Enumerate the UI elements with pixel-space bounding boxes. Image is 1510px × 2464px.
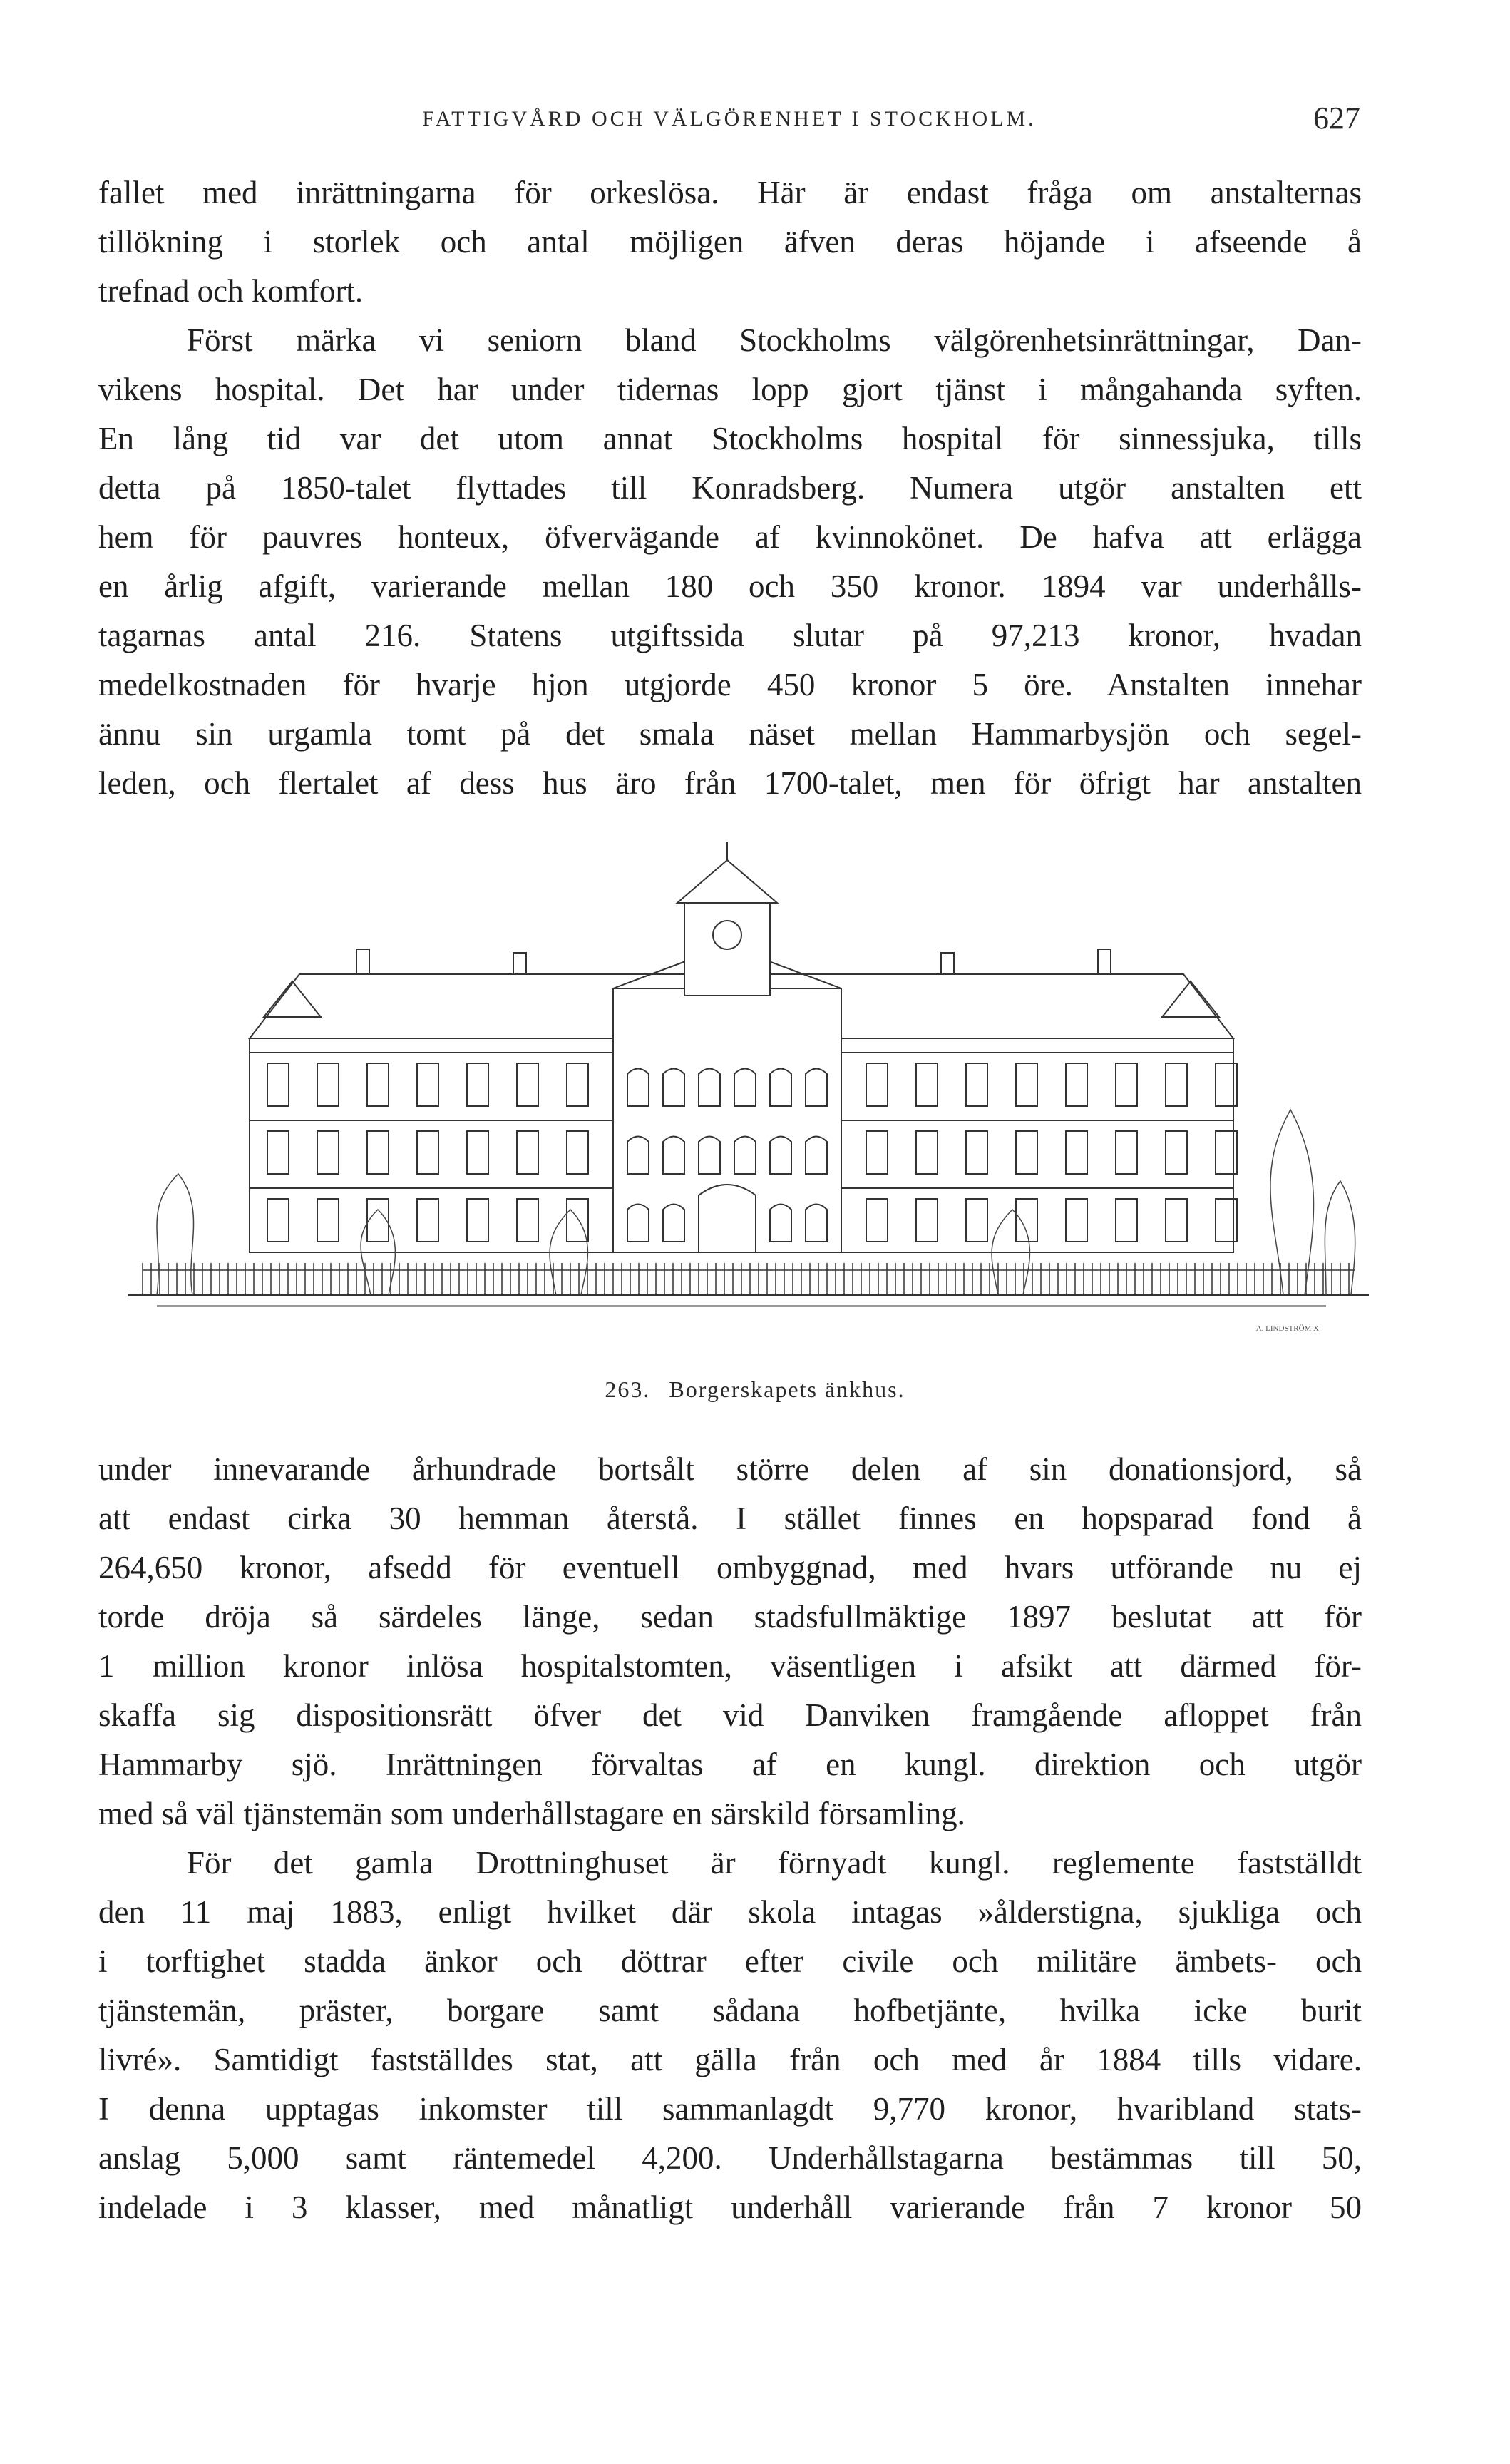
text-line: detta på 1850-talet flyttades till Konradsberg. Numera utgör anstalten ett bbox=[98, 470, 1362, 506]
text-line: Hammarby sjö. Inrättningen förvaltas af en kungl. direktion och utgör bbox=[98, 1747, 1362, 1782]
building-window bbox=[567, 1131, 588, 1174]
building-window bbox=[367, 1199, 389, 1242]
text-line: torde dröja så särdeles länge, sedan stadsfullmäktige 1897 beslutat att för bbox=[98, 1599, 1362, 1635]
building-window bbox=[517, 1131, 538, 1174]
building-window bbox=[467, 1131, 488, 1174]
building-illustration bbox=[114, 839, 1390, 1338]
building-window bbox=[317, 1131, 339, 1174]
text-line: med så väl tjänstemän som underhållstagare en särskild församling. bbox=[98, 1796, 965, 1831]
building-window bbox=[1016, 1131, 1037, 1174]
building-window bbox=[417, 1063, 438, 1106]
building-window bbox=[1066, 1131, 1087, 1174]
building-window bbox=[417, 1131, 438, 1174]
building-window bbox=[317, 1199, 339, 1242]
text-line: tillökning i storlek och antal möjligen äfven deras höjande i afseende å bbox=[98, 224, 1362, 260]
building-window bbox=[1116, 1063, 1137, 1106]
text-line: vikens hospital. Det har under tidernas lopp gjort tjänst i mångahanda syften. bbox=[98, 372, 1362, 407]
engraver-signature: A. LINDSTRÖM X bbox=[1255, 1324, 1319, 1333]
text-line: trefnad och komfort. bbox=[98, 273, 364, 309]
building-window bbox=[467, 1199, 488, 1242]
text-line: en årlig afgift, varierande mellan 180 och 350 kronor. 1894 var underhålls- bbox=[98, 568, 1362, 604]
text-block-top bbox=[98, 168, 1362, 808]
building-window bbox=[267, 1199, 289, 1242]
building-window bbox=[1066, 1063, 1087, 1106]
text-line: i torftighet stadda änkor och döttrar efter civile och militäre ämbets- och bbox=[98, 1943, 1362, 1979]
text-line: under innevarande århundrade bortsålt större delen af sin donationsjord, så bbox=[98, 1451, 1362, 1487]
building-window bbox=[866, 1063, 888, 1106]
building-window bbox=[567, 1199, 588, 1242]
building-window bbox=[1166, 1131, 1187, 1174]
building-window bbox=[1166, 1063, 1187, 1106]
text-line: Först märka vi seniorn bland Stockholms välgörenhetsinrättningar, Dan- bbox=[187, 322, 1362, 358]
text-line: 1 million kronor inlösa hospitalstomten, väsentligen i afsikt att därmed för- bbox=[98, 1648, 1362, 1684]
text-line: För det gamla Drottninghuset är förnyadt kungl. reglemente fastställdt bbox=[187, 1845, 1362, 1881]
text-line: livré». Samtidigt fastställdes stat, att gälla från och med år 1884 tills vidare. bbox=[98, 2042, 1362, 2077]
text-line: I denna upptagas inkomster till sammanlagdt 9,770 kronor, hvaribland stats- bbox=[98, 2091, 1362, 2127]
building-window bbox=[367, 1131, 389, 1174]
text-line: ännu sin urgamla tomt på det smala näset mellan Hammarbysjön och segel- bbox=[98, 716, 1362, 752]
text-line: den 11 maj 1883, enligt hvilket där skola intagas »ålderstigna, sjukliga och bbox=[98, 1894, 1362, 1930]
building-window bbox=[966, 1131, 987, 1174]
running-head-title: FATTIGVÅRD OCH VÄLGÖRENHET I STOCKHOLM. bbox=[422, 107, 1037, 131]
building-window bbox=[966, 1063, 987, 1106]
building-window bbox=[1016, 1199, 1037, 1242]
building-window bbox=[916, 1199, 938, 1242]
building-window bbox=[417, 1199, 438, 1242]
page-number: 627 bbox=[1313, 101, 1360, 136]
text-line: skaffa sig dispositionsrätt öfver det vid Danviken framgående afloppet från bbox=[98, 1697, 1362, 1733]
building-window bbox=[567, 1063, 588, 1106]
text-line: En lång tid var det utom annat Stockholms hospital för sinnessjuka, tills bbox=[98, 421, 1362, 456]
figure-caption-text: Borgerskapets änkhus. bbox=[669, 1376, 905, 1402]
figure-caption bbox=[0, 1376, 1510, 1403]
building-window bbox=[267, 1063, 289, 1106]
text-line: tagarnas antal 216. Statens utgiftssida slutar på 97,213 kronor, hvadan bbox=[98, 618, 1362, 653]
building-window bbox=[966, 1199, 987, 1242]
text-line: hem för pauvres honteux, öfvervägande af kvinnokönet. De hafva att erlägga bbox=[98, 519, 1362, 555]
text-line: tjänstemän, präster, borgare samt sådana hofbetjänte, hvilka icke burit bbox=[98, 1993, 1362, 2028]
figure-number: 263. bbox=[605, 1376, 651, 1402]
building-window bbox=[916, 1131, 938, 1174]
building-window bbox=[916, 1063, 938, 1106]
building-window bbox=[517, 1199, 538, 1242]
text-line: fallet med inrättningarna för orkeslösa. Här är endast fråga om anstalternas bbox=[98, 175, 1362, 210]
building-window bbox=[267, 1131, 289, 1174]
building-window bbox=[317, 1063, 339, 1106]
text-line: medelkostnaden för hvarje hjon utgjorde 450 kronor 5 öre. Anstalten innehar bbox=[98, 667, 1362, 702]
building-engraving bbox=[114, 839, 1390, 1338]
building-window bbox=[866, 1199, 888, 1242]
building-window bbox=[866, 1131, 888, 1174]
text-line: leden, och flertalet af dess hus äro från 1700-talet, men för öfrigt har anstalten bbox=[98, 765, 1362, 801]
text-line: att endast cirka 30 hemman återstå. I stället finnes en hopsparad fond å bbox=[98, 1501, 1362, 1536]
text-block-bottom bbox=[98, 1445, 1362, 2232]
building-window bbox=[1016, 1063, 1037, 1106]
running-head bbox=[98, 100, 1360, 143]
building-window bbox=[467, 1063, 488, 1106]
text-line: 264,650 kronor, afsedd för eventuell ombyggnad, med hvars utförande nu ej bbox=[98, 1550, 1362, 1585]
building-window bbox=[1166, 1199, 1187, 1242]
text-line: anslag 5,000 samt räntemedel 4,200. Underhållstagarna bestämmas till 50, bbox=[98, 2140, 1362, 2176]
building-window bbox=[1116, 1199, 1137, 1242]
building-window bbox=[1116, 1131, 1137, 1174]
building-window bbox=[517, 1063, 538, 1106]
text-line: indelade i 3 klasser, med månatligt underhåll varierande från 7 kronor 50 bbox=[98, 2189, 1362, 2225]
building-window bbox=[1066, 1199, 1087, 1242]
building-window bbox=[367, 1063, 389, 1106]
